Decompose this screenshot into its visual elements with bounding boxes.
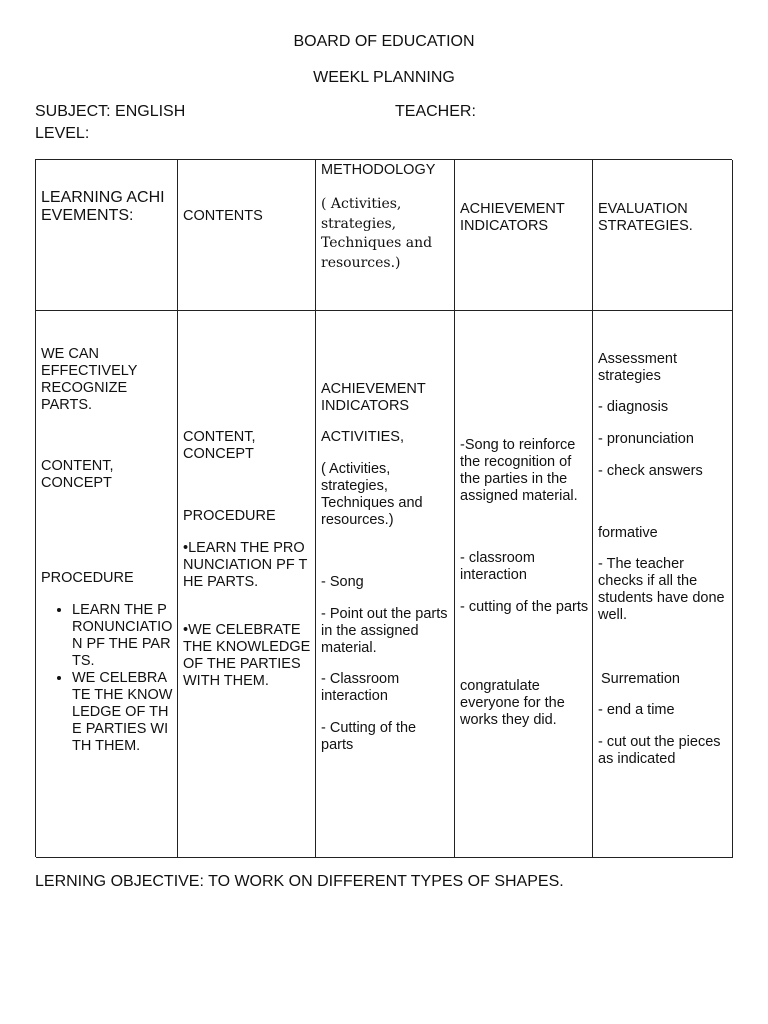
evaluation-line-6: - The teacher checks if all the students have done well. bbox=[598, 556, 725, 623]
contents-line-1: CONTENT, CONCEPT bbox=[183, 429, 256, 462]
learning-bullet-2: • WE CELEBRATE THE KNOWLEDGE OF THE PARTIES WITH THEM. bbox=[72, 670, 174, 755]
achievement-line-1: -Song to reinforce the recognition of the parties in the assigned material. bbox=[460, 437, 578, 504]
methodology-line-7: - Cutting of the parts bbox=[321, 720, 417, 753]
header-methodology-cell bbox=[316, 160, 455, 311]
methodology-line-4: - Song bbox=[321, 574, 364, 590]
body-contents-cell bbox=[178, 311, 316, 858]
learning-bullets bbox=[41, 602, 174, 755]
evaluation-line-9: - cut out the pieces as indicated bbox=[598, 734, 721, 767]
planning-table bbox=[35, 159, 732, 857]
body-achievement-cell bbox=[455, 311, 593, 858]
contents-line-4: •WE CELEBRATE THE KNOWLEDGE OF THE PARTIES WITH THEM. bbox=[183, 622, 311, 689]
teacher-label: TEACHER: bbox=[395, 103, 476, 120]
learning-line-2: CONTENT, CONCEPT bbox=[41, 458, 114, 491]
subject-label: SUBJECT: ENGLISH bbox=[35, 103, 186, 120]
header-learning-cell bbox=[36, 160, 178, 311]
header-contents-cell bbox=[178, 160, 316, 311]
contents-line-2: PROCEDURE bbox=[183, 508, 276, 524]
header-learning-text: LEARNING ACHIEVEMENTS: bbox=[41, 189, 165, 224]
achievement-line-3: - cutting of the parts bbox=[460, 599, 589, 615]
planning-title: WEEKL PLANNING bbox=[313, 69, 455, 86]
header-methodology-text: METHODOLOGY bbox=[321, 162, 436, 178]
header-achievement-cell bbox=[455, 160, 593, 311]
body-learning-cell bbox=[36, 311, 178, 858]
evaluation-line-5: formative bbox=[598, 525, 658, 541]
evaluation-line-4: - check answers bbox=[598, 463, 703, 479]
level-label: LEVEL: bbox=[35, 125, 90, 142]
methodology-line-1: ACHIEVEMENT INDICATORS bbox=[321, 381, 426, 414]
header-evaluation-text: EVALUATION STRATEGIES. bbox=[598, 201, 693, 234]
header-contents-text: CONTENTS bbox=[183, 208, 263, 224]
achievement-line-4: congratulate everyone for the works they did. bbox=[460, 678, 565, 728]
body-evaluation-cell bbox=[593, 311, 733, 858]
header-achievement-text: ACHIEVEMENT INDICATORS bbox=[460, 201, 565, 234]
header-evaluation-cell bbox=[593, 160, 733, 311]
methodology-line-2: ACTIVITIES, bbox=[321, 429, 404, 445]
evaluation-line-3: - pronunciation bbox=[598, 431, 694, 447]
methodology-line-6: - Classroom interaction bbox=[321, 671, 400, 704]
achievement-line-2: - classroom interaction bbox=[460, 550, 535, 583]
learning-objective: LERNING OBJECTIVE: TO WORK ON DIFFERENT TYPES OF SHAPES. bbox=[35, 873, 564, 890]
body-methodology-cell bbox=[316, 311, 455, 858]
header-methodology-sub: ( Activities, strategies, Techniques and resources.) bbox=[321, 196, 433, 271]
evaluation-line-2: - diagnosis bbox=[598, 399, 669, 415]
evaluation-line-8: - end a time bbox=[598, 702, 675, 718]
learning-bullet-1: • LEARN THE PRONUNCIATION PF THE PARTS. bbox=[72, 602, 174, 670]
methodology-line-3: ( Activities, strategies, Techniques and resources.) bbox=[321, 461, 423, 528]
evaluation-line-1: Assessment strategies bbox=[598, 351, 677, 384]
learning-line-3: PROCEDURE bbox=[41, 570, 134, 586]
learning-line-1: WE CAN EFFECTIVELY RECOGNIZE PARTS. bbox=[41, 346, 138, 413]
evaluation-line-7: Surremation bbox=[601, 671, 680, 687]
board-title: BOARD OF EDUCATION bbox=[293, 33, 475, 50]
contents-line-3: •LEARN THE PRONUNCIATION PF THE PARTS. bbox=[183, 540, 308, 590]
methodology-line-5: - Point out the parts in the assigned material. bbox=[321, 606, 448, 656]
